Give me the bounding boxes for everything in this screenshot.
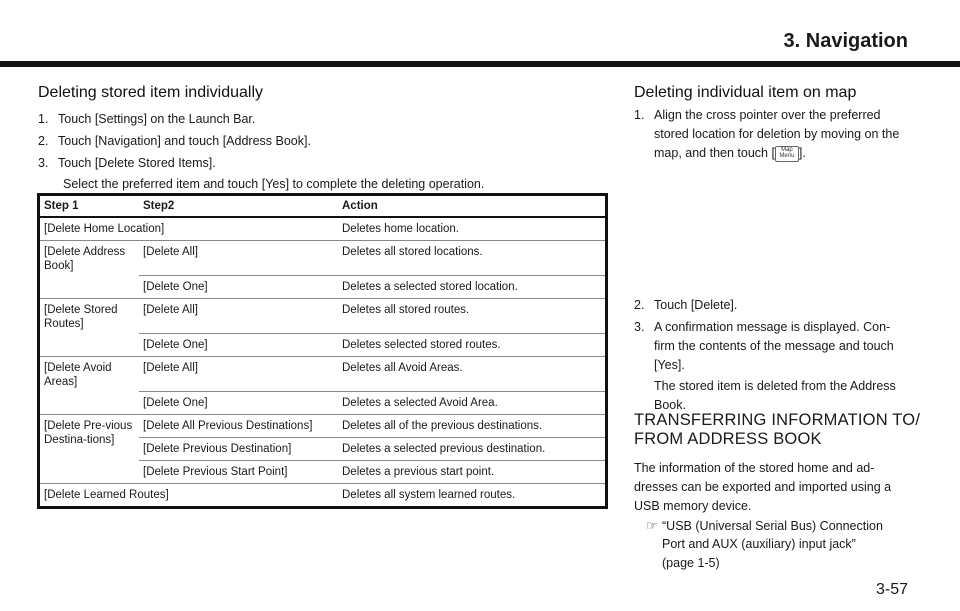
step-text: Touch [Delete]. [654,298,738,312]
table-row [39,299,607,334]
header-step1: Step 1 [39,195,140,218]
table-row [39,217,607,241]
step-3 [38,153,216,173]
paragraph-line: The information of the stored home and ad- [634,461,875,475]
step-text-line: Align the cross pointer over the preferred [654,108,881,122]
cell-step2: [Delete All] [139,357,338,392]
step-text-line: firm the contents of the message and touch [654,339,894,353]
reference-text-line: “USB (Universal Serial Bus) Connection [662,519,883,533]
section-heading-delete-stored: Deleting stored item individually [38,84,263,101]
step-2 [38,131,311,151]
paragraph-line: dresses can be exported and imported using a [634,480,892,494]
step-text-end: ]. [798,146,806,160]
step-note-line: Book. [654,398,686,412]
cell-action: Deletes all system learned routes. [338,484,607,508]
cell-step2: [Delete All] [139,299,338,334]
cell-step2: [Delete One] [139,276,338,299]
step-text: Touch [Navigation] and touch [Address Book]. [58,134,311,148]
step-text-line: map, and then touch [ [654,146,775,160]
cell-step2: [Delete Previous Start Point] [139,461,338,484]
cell-action: Deletes all stored locations. [338,241,607,276]
section-title-line: FROM ADDRESS BOOK [634,430,822,448]
section-heading-delete-on-map: Deleting individual item on map [634,84,857,101]
cell-action: Deletes a selected stored location. [338,276,607,299]
chapter-title: 3. Navigation [783,30,908,52]
cell-step1: [Delete Stored Routes] [39,299,140,357]
header-rule [0,61,960,67]
paragraph-line: USB memory device. [634,499,752,513]
step-number: 1. [38,112,49,126]
cell-step2: [Delete All Previous Destinations] [139,415,338,438]
table-row [39,415,607,438]
step-text-line: [Yes]. [654,358,685,372]
cell-action: Deletes all Avoid Areas. [338,357,607,392]
step-text-line: stored location for deletion by moving on the [654,127,900,141]
reference-text-line: (page 1-5) [662,556,720,570]
header-step2: Step2 [139,195,338,218]
cell-step2: [Delete One] [139,334,338,357]
cell-action: Deletes all of the previous destinations. [338,415,607,438]
table-row [39,484,607,508]
delete-options-table [37,193,608,509]
cell-action: Deletes a selected Avoid Area. [338,392,607,415]
cell-step1: [Delete Learned Routes] [39,484,339,508]
cell-action: Deletes a selected previous destination. [338,438,607,461]
step-number: 2. [634,298,645,312]
map-step-2 [634,296,737,315]
cell-step1: [Delete Avoid Areas] [39,357,140,415]
step-text-line: A confirmation message is displayed. Con- [654,320,891,334]
step-number: 3. [38,156,49,170]
step-text: Touch [Delete Stored Items]. [58,156,216,170]
cell-action: Deletes a previous start point. [338,461,607,484]
table-row [39,357,607,392]
map-step-3 [634,318,890,337]
section-title-transfer [634,411,920,449]
cell-action: Deletes home location. [338,217,607,241]
page-number: 3-57 [875,581,908,598]
cell-step1: [Delete Home Location] [39,217,339,241]
step-number: 2. [38,134,49,148]
reference-link[interactable] [646,516,883,536]
cell-step2: [Delete One] [139,392,338,415]
cell-step1: [Delete Pre-vious Destina-tions] [39,415,140,484]
section-title-line: TRANSFERRING INFORMATION TO/ [634,411,921,429]
step-3-note: Select the preferred item and touch [Yes] to complete the deleting operation. [63,177,485,191]
step-number: 1. [634,108,645,122]
step-note-line: The stored item is deleted from the Address [654,379,896,393]
cell-step1: [Delete Address Book] [39,241,140,299]
step-number: 3. [634,320,645,334]
cell-step2: [Delete Previous Destination] [139,438,338,461]
reference-text-line: Port and AUX (auxiliary) input jack” [662,537,856,551]
header-action: Action [338,195,607,218]
map-menu-icon: Map Menu [775,146,799,162]
table-row [39,241,607,276]
cell-step2: [Delete All] [139,241,338,276]
step-1 [38,109,255,129]
map-step-1 [634,106,881,125]
reference-pointer-icon: ☞ [646,518,658,533]
table-header-row [39,195,607,218]
cell-action: Deletes all stored routes. [338,299,607,334]
step-text: Touch [Settings] on the Launch Bar. [58,112,256,126]
map-step-1-line3 [654,144,806,163]
cell-action: Deletes selected stored routes. [338,334,607,357]
